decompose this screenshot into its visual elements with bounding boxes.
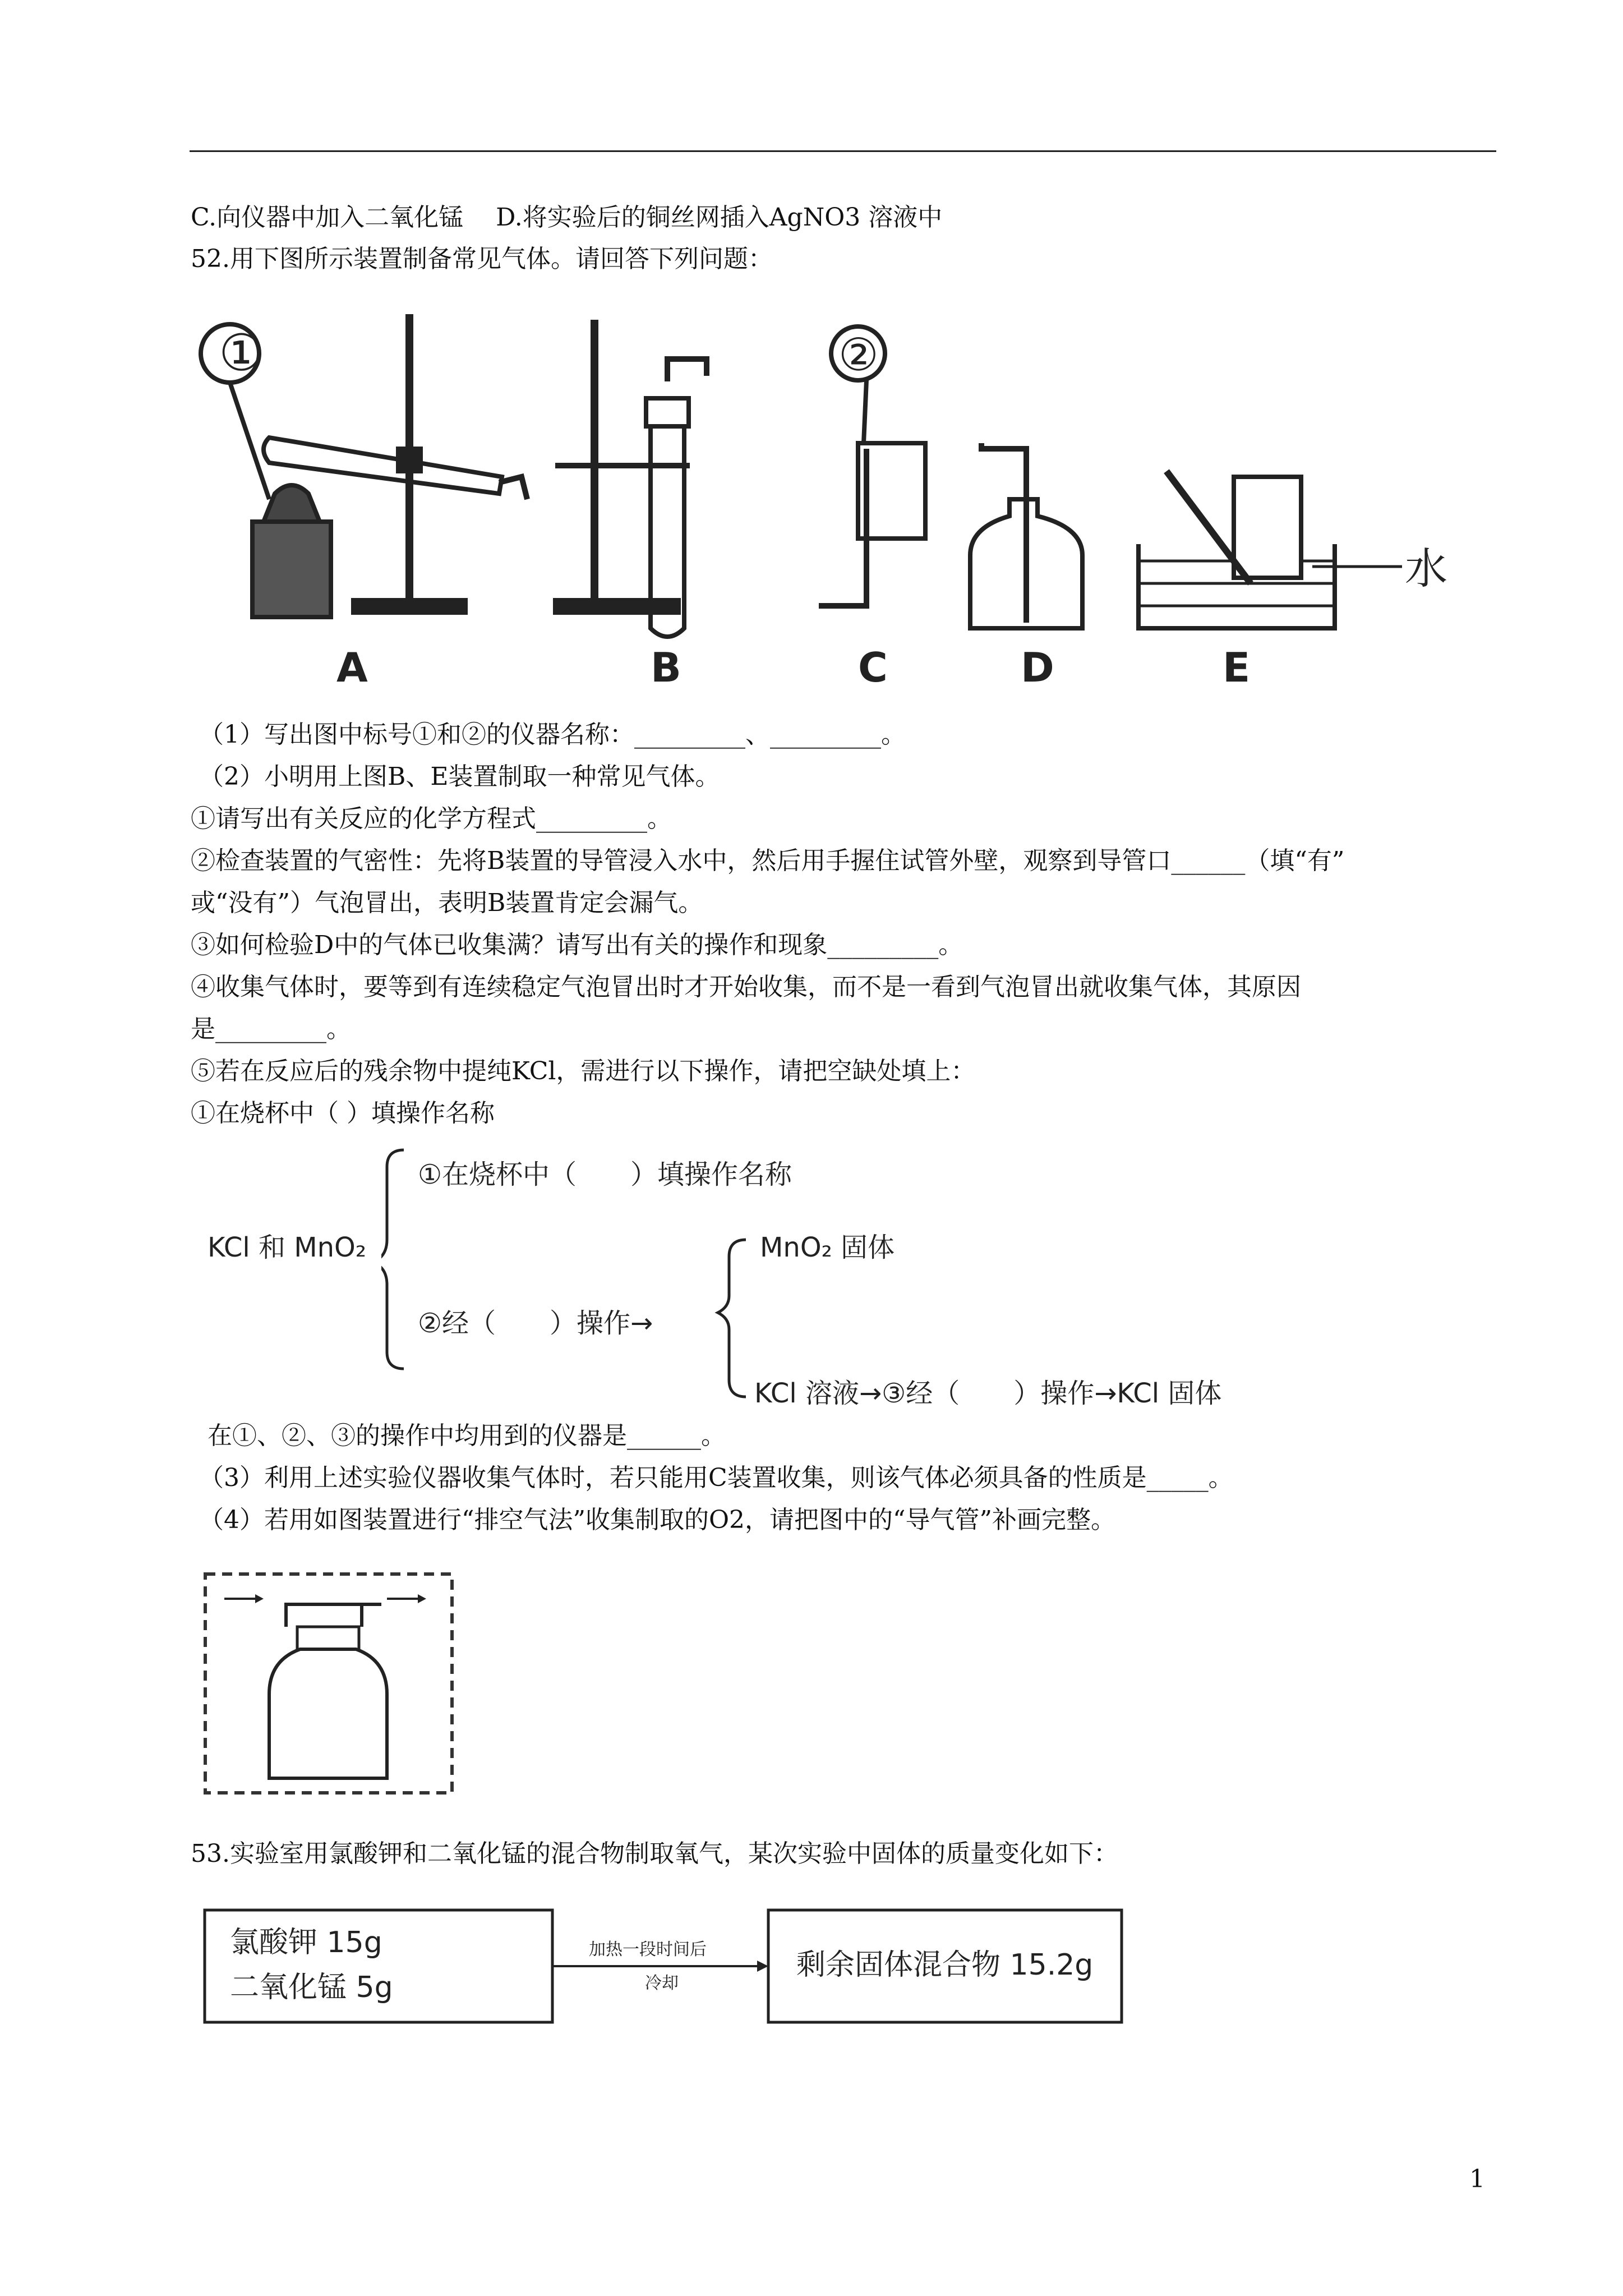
label-d: D (1021, 644, 1054, 691)
question-52-2-1: ①请写出有关反应的化学方程式_________。 (191, 804, 672, 833)
alcohol-lamp (252, 522, 331, 617)
header-rule (190, 150, 1496, 152)
question-53-title: 53.实验室用氯酸钾和二氧化锰的混合物制取氧气，某次实验中固体的质量变化如下： (191, 1839, 1118, 1868)
page-number: 1 (1469, 2165, 1485, 2193)
label-water: 水 (1405, 544, 1447, 593)
gas-bottle-figure (202, 1571, 460, 1806)
collection-bottle (269, 1649, 387, 1778)
scheme-branch-1: MnO₂ 固体 (760, 1232, 895, 1263)
figure-marker-1: ① (219, 324, 264, 383)
collection-bottle-e (1234, 477, 1301, 578)
arrow-label-top: 加热一段时间后 (589, 1940, 707, 1959)
figure-marker-2: ② (838, 329, 879, 381)
scheme-braces (381, 1144, 774, 1414)
question-52-2-5: ⑤若在反应后的残余物中提纯KCl，需进行以下操作，请把空缺处填上： (191, 1057, 976, 1085)
question-52-1: （1）写出图中标号①和②的仪器名称：_________、_________。 (199, 720, 906, 749)
question-52-2-2b: 或“没有”）气泡冒出，表明B装置肯定会漏气。 (191, 889, 703, 917)
label-a: A (336, 644, 368, 691)
question-52-2-2a: ②检查装置的气密性：先将B装置的导管浸入水中，然后用手握住试管外壁，观察到导管口______（填“有” (191, 846, 1345, 875)
question-52-2-6: 在①、②、③的操作中均用到的仪器是______。 (208, 1421, 726, 1450)
arrow-label-bottom: 冷却 (645, 1973, 679, 1993)
question-52-title: 52.用下图所示装置制备常见气体。请回答下列问题： (191, 245, 773, 273)
box-left-line-2: 二氧化锰 5g (230, 1971, 393, 2004)
label-c: C (858, 644, 888, 691)
question-52-2: （2）小明用上图B、E装置制取一种常见气体。 (199, 762, 720, 791)
question-51-options: C.向仪器中加入二氧化锰 D.将实验后的铜丝网插入AgNO3 溶液中 (191, 203, 943, 232)
box-right-text: 剩余固体混合物 15.2g (796, 1948, 1094, 1982)
scheme-branch-2: KCl 溶液→③经（ ）操作→KCl 固体 (754, 1378, 1222, 1409)
question-52-4: （4）若用如图装置进行“排空气法”收集制取的O2，请把图中的“导气管”补画完整。 (199, 1506, 1116, 1534)
box-left-line-1: 氯酸钾 15g (230, 1926, 382, 1959)
scheme-start: KCl 和 MnO₂ (208, 1232, 367, 1263)
question-52-2-4b: 是_________。 (191, 1015, 351, 1043)
label-b: B (651, 644, 681, 691)
question-52-2-4a: ④收集气体时，要等到有连续稳定气泡冒出时才开始收集，而不是一看到气泡冒出就收集气体，其原因 (191, 973, 1301, 1001)
label-e: E (1223, 644, 1251, 691)
apparatus-figure (185, 314, 1475, 696)
scheme-step-2: ②经（ ）操作→ (418, 1308, 653, 1339)
question-52-3: （3）利用上述实验仪器收集气体时，若只能用C装置收集，则该气体必须具备的性质是_____。 (199, 1464, 1233, 1492)
question-52-2-5-1: ①在烧杯中（ ）填操作名称 (191, 1099, 495, 1128)
mass-change-diagram (202, 1907, 1133, 2042)
question-52-2-3: ③如何检验D中的气体已收集满？请写出有关的操作和现象_________。 (191, 931, 963, 959)
scheme-step-1: ①在烧杯中（ ）填操作名称 (418, 1159, 792, 1190)
